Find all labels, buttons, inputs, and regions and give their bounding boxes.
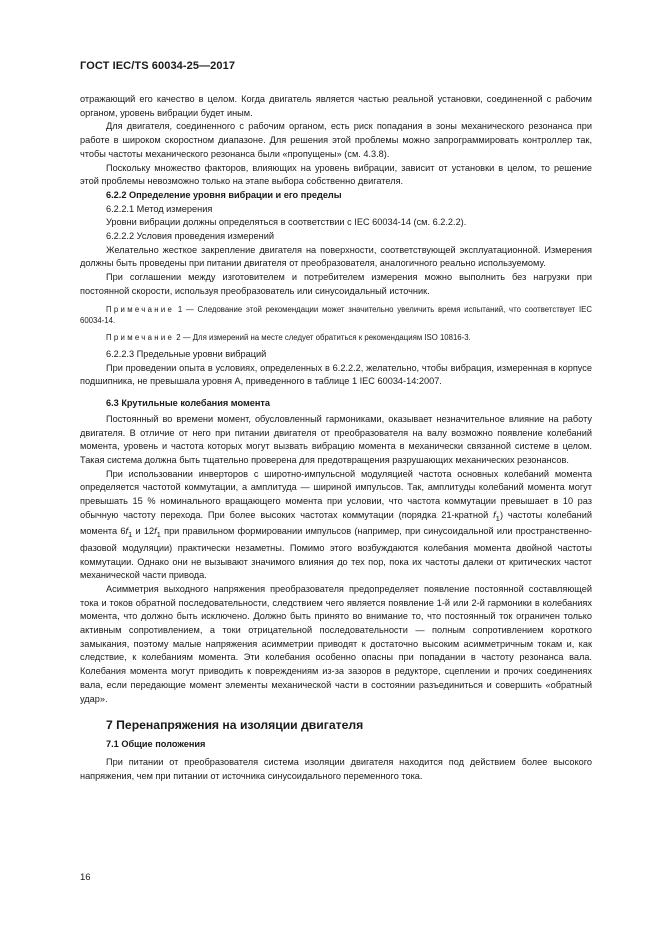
symbol-f: f [154, 526, 157, 537]
subscript: 1 [156, 530, 161, 540]
paragraph: Уровни вибрации должны определяться в соответствии с IEC 60034-14 (см. 6.2.2.2). [106, 217, 467, 228]
paragraph: Постоянный во времени момент, обусловленный гармониками, оказывает незначительное влияние на работу двигателя. В отличие от него при питании двигателя от преобразователя на валу возможно появление колебаний момента, уровень и частота которых могут вызвать вибрацию момента в механически связанной системе в целом. Такая система должна быть тщательно проверена для предотвращения разрушающих механических резонансов. [80, 413, 592, 465]
subsection-heading-6-2-2-1: 6.2.2.1 Метод измерения [106, 203, 213, 214]
chapter-heading-7: 7 Перенапряжения на изоляции двигателя [106, 718, 364, 733]
paragraph: Поскольку множество факторов, влияющих на уровень вибрации, зависит от установки в целом, то решение этой проблемы невозможно только на этапе выбора собственно двигателя. [80, 162, 592, 187]
symbol-f: f [125, 526, 129, 537]
text-run: при правильном формировании импульсов (например, при синусоидальной или пространственно-фазовой модуляции) практически незаметны. Помимо этого возбуждаются колебания момента двойной частоты коммутации. Однако они не вызывают значимого влияния до тех пор, пока их частоты далеки от критических частот механической части привода. [80, 526, 592, 581]
note-1 [80, 304, 592, 327]
paragraph: Для двигателя, соединенного с рабочим органом, есть риск попадания в зоны механического резонанса при работе в широком скоростном диапазоне. Для решения этой проблемы можно запрограммировать контроллер так, чтобы частоты механического резонанса были «пропущены» (см. 4.3.8). [80, 121, 592, 159]
subscript: 1 [495, 513, 500, 523]
paragraph: Асимметрия выходного напряжения преобразователя предопределяет появление постоянной составляющей тока и токов обратной последовательности, следствием чего является появление 1-й или 2-й гармоники в колебаниях момента, что должно быть исключено. Должно быть принято во внимание то, что постоянный ток ограничен только активным сопротивлением, а токи отрицательной последовательности — полным сопротивлением короткого замыкания, поэтому малые напряжения асимметрии приводят к достаточно высоким асимметричным токам и, как следствие, к колебаниям момента. Эти колебания особенно опасны при попадании в частоту резонанса вала. Колебания момента могут приводить к повреждениям из-за зазоров в редукторе, сцеплении и прочих соединениях вала, если передающие момент элементы механической части в состоянии разъединиться и совершить «обратный удар». [80, 583, 592, 704]
paragraph: При питании от преобразователя система изоляции двигателя находится под действием более высокого напряжения, чем при питании от источника синусоидального переменного тока. [80, 756, 592, 781]
text-run: ) частоты колебаний момента 6 [80, 509, 592, 537]
text-run: При использовании инверторов с широтно-импульсной модуляцией частота основных колебаний момента определяется частотой коммутации, а амплитуда — шириной импульсов. Так, амплитуды колебаний момента могут превышать 15 % номинального вращающего момента при условии, что частота коммутации превышает в 10 раз обычную частоту перехода. При более высоких частотах коммутации (порядка 21-кратной [80, 468, 592, 520]
note-label: Примечание [106, 304, 175, 314]
paragraph-inverters [80, 468, 592, 583]
section-heading-7-1: 7.1 Общие положения [106, 739, 206, 750]
symbol-f: f [493, 509, 496, 520]
subscript: 1 [128, 530, 133, 540]
subsection-heading-6-2-2-3: 6.2.2.3 Предельные уровни вибраций [106, 349, 267, 360]
section-heading-6-2-2: 6.2.2 Определение уровня вибрации и его пределы [106, 189, 342, 200]
paragraph: отражающий его качество в целом. Когда двигатель является частью реальной установки, соединенной с рабочим органом, уровень вибрации будет иным. [80, 94, 592, 118]
page-number: 16 [80, 872, 91, 883]
paragraph: При проведении опыта в условиях, определенных в 6.2.2.2, желательно, чтобы вибрация, измеренная в корпусе подшипника, не превышала уровня А, приведенного в таблице 1 IEC 60034-14:2007. [80, 362, 592, 387]
note-text: 2 — Для измерений на месте следует обратиться к рекомендациям ISO 10816-3. [174, 332, 471, 342]
standard-header: ГОСТ IEC/TS 60034-25—2017 [80, 60, 236, 72]
note-label: Примечание [106, 332, 175, 342]
text-run: и 12 [132, 526, 155, 537]
paragraph: Желательно жесткое закрепление двигателя на поверхности, соответствующей эксплуатационной. Измерения должны быть проведены при питании двигателя от преобразователя, аналогичного реально используемому. [80, 244, 592, 269]
note-2 [80, 332, 592, 344]
page-content [80, 93, 592, 783]
subsection-heading-6-2-2-2: 6.2.2.2 Условия проведения измерений [106, 231, 274, 242]
section-heading-6-3: 6.3 Крутильные колебания момента [106, 398, 271, 409]
note-text: 1 — Следование этой рекомендации может значительно увеличить время испытаний, что соответствует IEC 60034-14. [80, 304, 592, 326]
paragraph: При соглашении между изготовителем и потребителем измерения можно выполнить без нагрузки при постоянной скорости, используя преобразователь или синусоидальный источник. [80, 272, 592, 296]
